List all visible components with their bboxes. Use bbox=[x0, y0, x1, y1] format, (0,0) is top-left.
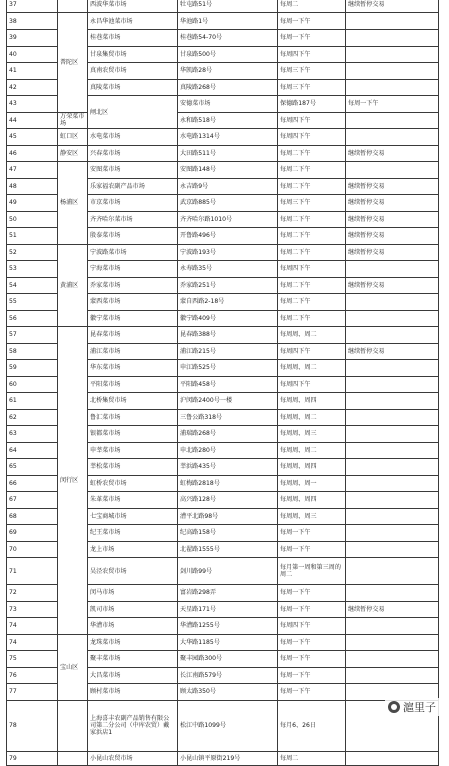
address-cell: 齐齐哈尔路1010号 bbox=[178, 211, 278, 228]
address-cell: 浦瑞路268号 bbox=[178, 426, 278, 443]
address-cell: 大田路511号 bbox=[178, 145, 278, 162]
note-cell bbox=[346, 162, 439, 179]
market-name-cell: 鲁汇菜市场 bbox=[88, 409, 178, 426]
district-cell bbox=[58, 700, 88, 751]
table-row bbox=[7, 634, 439, 651]
table-row bbox=[7, 145, 439, 162]
row-number-cell: 59 bbox=[7, 360, 58, 377]
address-cell: 三鲁公路318号 bbox=[178, 409, 278, 426]
note-cell bbox=[346, 508, 439, 525]
closure-time-cell: 每周二下午 bbox=[278, 178, 346, 195]
row-number-cell: 78 bbox=[7, 700, 58, 751]
closure-time-cell: 每周二下午 bbox=[278, 310, 346, 327]
row-number-cell: 40 bbox=[7, 46, 58, 63]
note-cell bbox=[346, 327, 439, 344]
row-number-cell: 74 bbox=[7, 634, 58, 651]
district-cell: 闸北区 bbox=[88, 96, 178, 129]
closure-time-cell: 每周三下午 bbox=[278, 195, 346, 212]
note-cell bbox=[346, 294, 439, 311]
market-name-cell: 真南农贸市场 bbox=[88, 63, 178, 80]
row-number-cell: 63 bbox=[7, 426, 58, 443]
district-cell: 虹口区 bbox=[58, 129, 88, 146]
address-cell: 徽宁路409号 bbox=[178, 310, 278, 327]
row-number-cell: 51 bbox=[7, 228, 58, 245]
market-name-cell: 七宝商城市场 bbox=[88, 508, 178, 525]
table-row bbox=[7, 129, 439, 146]
note-cell bbox=[346, 360, 439, 377]
watermark bbox=[385, 698, 439, 716]
closure-time-cell: 每周四下午 bbox=[278, 46, 346, 63]
address-cell: 华池路1号 bbox=[178, 13, 278, 30]
note-cell bbox=[346, 459, 439, 476]
market-name-cell: 银都菜市场 bbox=[88, 426, 178, 443]
market-name-cell: 蒙西菜市场 bbox=[88, 294, 178, 311]
closure-time-cell: 每周四下午 bbox=[278, 376, 346, 393]
address-cell: 高兴路128号 bbox=[178, 492, 278, 509]
closure-time-cell: 每周二下午 bbox=[278, 244, 346, 261]
closure-time-cell: 每周一下午 bbox=[278, 634, 346, 651]
table-row bbox=[7, 112, 439, 129]
market-name-cell: 闵马市场 bbox=[88, 585, 178, 602]
note-cell bbox=[346, 63, 439, 80]
market-name-cell: 纪王菜市场 bbox=[88, 525, 178, 542]
address-cell: 华凯路28号 bbox=[178, 63, 278, 80]
market-name-cell: 甘泉集贸市场 bbox=[88, 46, 178, 63]
note-cell: 继续暂停交易 bbox=[346, 211, 439, 228]
market-name-cell: 小昆山农贸市场 bbox=[88, 751, 178, 765]
note-cell bbox=[346, 112, 439, 129]
closure-time-cell: 每周一下午 bbox=[278, 601, 346, 618]
district-cell bbox=[58, 0, 88, 13]
closure-time-cell: 每周周、周四 bbox=[278, 393, 346, 410]
closure-time-cell: 每周二下午 bbox=[278, 294, 346, 311]
note-cell bbox=[346, 558, 439, 585]
row-number-cell: 55 bbox=[7, 294, 58, 311]
note-cell bbox=[346, 618, 439, 635]
address-cell: 莘浜路435号 bbox=[178, 459, 278, 476]
address-cell: 申北路280号 bbox=[178, 442, 278, 459]
note-cell: 继续暂停交易 bbox=[346, 343, 439, 360]
closure-time-cell: 每周二 bbox=[278, 751, 346, 765]
market-name-cell: 朱革菜市场 bbox=[88, 492, 178, 509]
row-number-cell: 57 bbox=[7, 327, 58, 344]
market-name-cell: 水电菜市场 bbox=[88, 129, 178, 146]
address-cell: 剑川路99号 bbox=[178, 558, 278, 585]
address-cell: 开鲁路496号 bbox=[178, 228, 278, 245]
note-cell bbox=[346, 393, 439, 410]
note-cell bbox=[346, 261, 439, 278]
address-cell: 真陵路268号 bbox=[178, 79, 278, 96]
market-name-cell: 虹桥农贸市场 bbox=[88, 475, 178, 492]
address-cell: 沪闵路2400号一楼 bbox=[178, 393, 278, 410]
market-name-cell: 申莘菜市场 bbox=[88, 442, 178, 459]
note-cell bbox=[346, 525, 439, 542]
market-name-cell: 大昌菜市场 bbox=[88, 667, 178, 684]
market-name-cell: 吴泾农贸市场 bbox=[88, 558, 178, 585]
note-cell: 继续暂停交易 bbox=[346, 601, 439, 618]
closure-time-cell: 每周三下午 bbox=[278, 79, 346, 96]
market-name-cell: 万荣菜市场 bbox=[58, 112, 88, 129]
market-name-cell: 凯司市场 bbox=[88, 601, 178, 618]
note-cell bbox=[346, 46, 439, 63]
table-row bbox=[7, 327, 439, 344]
closure-time-cell: 每周二下午 bbox=[278, 277, 346, 294]
note-cell: 继续暂停交易 bbox=[346, 228, 439, 245]
note-cell bbox=[346, 310, 439, 327]
note-cell bbox=[346, 585, 439, 602]
closure-time-cell: 每周周、周一 bbox=[278, 475, 346, 492]
row-number-cell: 61 bbox=[7, 393, 58, 410]
closure-time-cell: 每周三下午 bbox=[278, 63, 346, 80]
market-name-cell: 华东菜市场 bbox=[88, 360, 178, 377]
market-name-cell: 西波华菜市场 bbox=[88, 0, 178, 13]
market-name-cell: 昆春菜市场 bbox=[88, 327, 178, 344]
closure-time-cell: 每周周、周三 bbox=[278, 508, 346, 525]
closure-time-cell: 每周一下午 bbox=[278, 667, 346, 684]
row-number-cell: 47 bbox=[7, 162, 58, 179]
closure-time-cell: 每周四下午 bbox=[278, 618, 346, 635]
district-cell: 宝山区 bbox=[58, 634, 88, 700]
closure-time-cell: 每周一下午 bbox=[346, 96, 439, 113]
address-cell: 水电路1314号 bbox=[178, 129, 278, 146]
district-cell: 杨浦区 bbox=[58, 162, 88, 245]
row-number-cell: 45 bbox=[7, 129, 58, 146]
note-cell: 继续暂停交易 bbox=[346, 0, 439, 13]
note-cell: 继续暂停交易 bbox=[346, 244, 439, 261]
note-cell bbox=[346, 129, 439, 146]
market-name-cell: 平阳菜市场 bbox=[88, 376, 178, 393]
closure-time-cell: 每周一下午 bbox=[278, 30, 346, 47]
row-number-cell: 46 bbox=[7, 145, 58, 162]
address-cell: 华漕路1255号 bbox=[178, 618, 278, 635]
district-cell bbox=[58, 751, 88, 765]
market-name-cell: 北桥集贸市场 bbox=[88, 393, 178, 410]
address-cell: 纪高路158号 bbox=[178, 525, 278, 542]
note-cell bbox=[346, 30, 439, 47]
address-cell: 保德路187号 bbox=[278, 96, 346, 113]
row-number-cell: 72 bbox=[7, 585, 58, 602]
address-cell: 永吉路9号 bbox=[178, 178, 278, 195]
closure-time-cell: 每周周、周四 bbox=[278, 492, 346, 509]
row-number-cell: 60 bbox=[7, 376, 58, 393]
table-row bbox=[7, 0, 439, 13]
closure-time-cell: 每周一下午 bbox=[278, 13, 346, 30]
closure-time-cell: 每周二下午 bbox=[278, 162, 346, 179]
row-number-cell: 65 bbox=[7, 459, 58, 476]
closure-time-cell: 每周周、周三 bbox=[278, 426, 346, 443]
closure-time-cell: 每周一下午 bbox=[278, 585, 346, 602]
row-number-cell: 49 bbox=[7, 195, 58, 212]
closure-time-cell: 每月第一周和第三周的周二 bbox=[278, 558, 346, 585]
closure-time-cell: 每周一下午 bbox=[278, 651, 346, 668]
note-cell: 继续暂停交易 bbox=[346, 178, 439, 195]
market-name-cell: 殷泰菜市场 bbox=[88, 228, 178, 245]
closure-time-cell: 每周一下午 bbox=[278, 541, 346, 558]
market-name-cell: 上海喜丰农副产品销售有限公司第二分公司（中库农贸）戴家浜店1 bbox=[88, 700, 178, 751]
row-number-cell: 43 bbox=[7, 96, 58, 113]
note-cell: 继续暂停交易 bbox=[346, 145, 439, 162]
market-name-cell: 乐家福农副产品市场 bbox=[88, 178, 178, 195]
row-number-cell: 37 bbox=[7, 0, 58, 13]
market-name-cell: 市京菜市场 bbox=[88, 195, 178, 212]
row-number-cell: 64 bbox=[7, 442, 58, 459]
row-number-cell: 71 bbox=[7, 558, 58, 585]
address-cell: 申江路525号 bbox=[178, 360, 278, 377]
address-cell: 富岩路298弄 bbox=[178, 585, 278, 602]
address-cell: 平阳路458号 bbox=[178, 376, 278, 393]
table-row bbox=[7, 244, 439, 261]
row-number-cell: 69 bbox=[7, 525, 58, 542]
row-number-cell: 75 bbox=[7, 651, 58, 668]
row-number-cell: 50 bbox=[7, 211, 58, 228]
address-cell: 大华路1185号 bbox=[178, 634, 278, 651]
note-cell bbox=[346, 79, 439, 96]
address-cell: 安图路148号 bbox=[178, 162, 278, 179]
closure-time-cell: 每周四下午 bbox=[278, 112, 346, 129]
row-number-cell: 52 bbox=[7, 244, 58, 261]
market-name-cell: 华漕市场 bbox=[88, 618, 178, 635]
market-name-cell: 聚丰菜市场 bbox=[88, 651, 178, 668]
row-number-cell: 53 bbox=[7, 261, 58, 278]
address-cell: 长江南路579号 bbox=[178, 667, 278, 684]
address-cell: 天星路171号 bbox=[178, 601, 278, 618]
market-name-cell: 兴春菜市场 bbox=[88, 145, 178, 162]
district-cell: 黄浦区 bbox=[58, 244, 88, 327]
row-number-cell: 62 bbox=[7, 409, 58, 426]
note-cell bbox=[346, 492, 439, 509]
table-body bbox=[7, 0, 439, 765]
address-cell: 乔家路251号 bbox=[178, 277, 278, 294]
note-cell bbox=[346, 409, 439, 426]
address-cell: 甘泉路500号 bbox=[178, 46, 278, 63]
closure-time-cell: 每周二 bbox=[278, 0, 346, 13]
row-number-cell: 67 bbox=[7, 492, 58, 509]
market-name-cell: 莘松菜市场 bbox=[88, 459, 178, 476]
address-cell: 聚丰园路300号 bbox=[178, 651, 278, 668]
market-name-cell: 桂巷菜市场 bbox=[88, 30, 178, 47]
row-number-cell: 76 bbox=[7, 667, 58, 684]
note-cell bbox=[346, 634, 439, 651]
market-name-cell: 齐齐哈尔菜市场 bbox=[88, 211, 178, 228]
note-cell bbox=[346, 667, 439, 684]
closure-time-cell: 每周二下午 bbox=[278, 228, 346, 245]
district-cell: 普陀区 bbox=[58, 13, 88, 113]
table-row bbox=[7, 751, 439, 765]
note-cell bbox=[346, 376, 439, 393]
note-cell: 继续暂停交易 bbox=[346, 195, 439, 212]
market-name-cell: 龙上市场 bbox=[88, 541, 178, 558]
closure-time-cell: 每周周、周二 bbox=[278, 442, 346, 459]
note-cell bbox=[346, 13, 439, 30]
address-cell: 松江中路1099号 bbox=[178, 700, 278, 751]
address-cell: 永和路518号 bbox=[178, 112, 278, 129]
closure-time-cell: 每月6、26日 bbox=[278, 700, 346, 751]
row-number-cell: 77 bbox=[7, 684, 58, 701]
address-cell: 昆春路388号 bbox=[178, 327, 278, 344]
address-cell: 顾太路350号 bbox=[178, 684, 278, 701]
market-name-cell: 宁海菜市场 bbox=[88, 261, 178, 278]
closure-time-cell: 每周二下午 bbox=[278, 145, 346, 162]
address-cell: 浦江路215号 bbox=[178, 343, 278, 360]
market-name-cell: 安德菜市场 bbox=[178, 96, 278, 113]
row-number-cell: 38 bbox=[7, 13, 58, 30]
market-closure-table bbox=[6, 0, 439, 766]
table-row bbox=[7, 162, 439, 179]
closure-time-cell: 每周周、周二 bbox=[278, 360, 346, 377]
address-cell: 北翟路1555号 bbox=[178, 541, 278, 558]
address-cell: 蒙自西路2-18号 bbox=[178, 294, 278, 311]
district-cell: 闵行区 bbox=[58, 327, 88, 635]
closure-time-cell: 每周周、周四 bbox=[278, 459, 346, 476]
note-cell bbox=[346, 475, 439, 492]
note-cell bbox=[346, 426, 439, 443]
market-name-cell: 永昌华池菜市场 bbox=[88, 13, 178, 30]
wechat-icon bbox=[388, 701, 400, 713]
market-name-cell: 真陵菜市场 bbox=[88, 79, 178, 96]
row-number-cell: 44 bbox=[7, 112, 58, 129]
row-number-cell: 42 bbox=[7, 79, 58, 96]
row-number-cell: 54 bbox=[7, 277, 58, 294]
closure-time-cell: 每周四下午 bbox=[278, 343, 346, 360]
row-number-cell: 56 bbox=[7, 310, 58, 327]
closure-time-cell: 每周二下午 bbox=[278, 211, 346, 228]
closure-time-cell: 每周四下午 bbox=[278, 261, 346, 278]
row-number-cell: 73 bbox=[7, 601, 58, 618]
row-number-cell: 70 bbox=[7, 541, 58, 558]
market-name-cell: 浦江菜市场 bbox=[88, 343, 178, 360]
address-cell: 永寿路35号 bbox=[178, 261, 278, 278]
closure-time-cell: 每周四下午 bbox=[278, 129, 346, 146]
row-number-cell: 68 bbox=[7, 508, 58, 525]
address-cell: 小昆山镇平原街219号 bbox=[178, 751, 278, 765]
row-number-cell: 74 bbox=[7, 618, 58, 635]
closure-time-cell: 每周一下午 bbox=[278, 525, 346, 542]
district-cell: 静安区 bbox=[58, 145, 88, 162]
note-cell bbox=[346, 541, 439, 558]
note-cell: 继续暂停交易 bbox=[346, 277, 439, 294]
market-name-cell: 安图菜市场 bbox=[88, 162, 178, 179]
address-cell: 桂巷路54-70号 bbox=[178, 30, 278, 47]
row-number-cell: 58 bbox=[7, 343, 58, 360]
table-row bbox=[7, 13, 439, 30]
market-name-cell: 龙珠菜市场 bbox=[88, 634, 178, 651]
market-name-cell: 徽宁菜市场 bbox=[88, 310, 178, 327]
address-cell: 漕平北路98号 bbox=[178, 508, 278, 525]
note-cell bbox=[346, 651, 439, 668]
note-cell bbox=[346, 442, 439, 459]
closure-time-cell: 每周周、周二 bbox=[278, 327, 346, 344]
row-number-cell: 66 bbox=[7, 475, 58, 492]
address-cell: 武京路885号 bbox=[178, 195, 278, 212]
market-name-cell: 宁波路菜市场 bbox=[88, 244, 178, 261]
closure-time-cell: 每周一下午 bbox=[278, 684, 346, 701]
address-cell: 宁波路193号 bbox=[178, 244, 278, 261]
row-number-cell: 39 bbox=[7, 30, 58, 47]
address-cell: 虹梅路2818号 bbox=[178, 475, 278, 492]
row-number-cell: 79 bbox=[7, 751, 58, 765]
table-row bbox=[7, 700, 439, 751]
note-cell bbox=[346, 751, 439, 765]
market-name-cell: 乔家菜市场 bbox=[88, 277, 178, 294]
row-number-cell: 41 bbox=[7, 63, 58, 80]
row-number-cell: 48 bbox=[7, 178, 58, 195]
address-cell: 牡屯路51号 bbox=[178, 0, 278, 13]
watermark-text: 滬里子 bbox=[403, 701, 436, 714]
closure-time-cell: 每周周、周二 bbox=[278, 409, 346, 426]
market-name-cell: 顾村菜市场 bbox=[88, 684, 178, 701]
